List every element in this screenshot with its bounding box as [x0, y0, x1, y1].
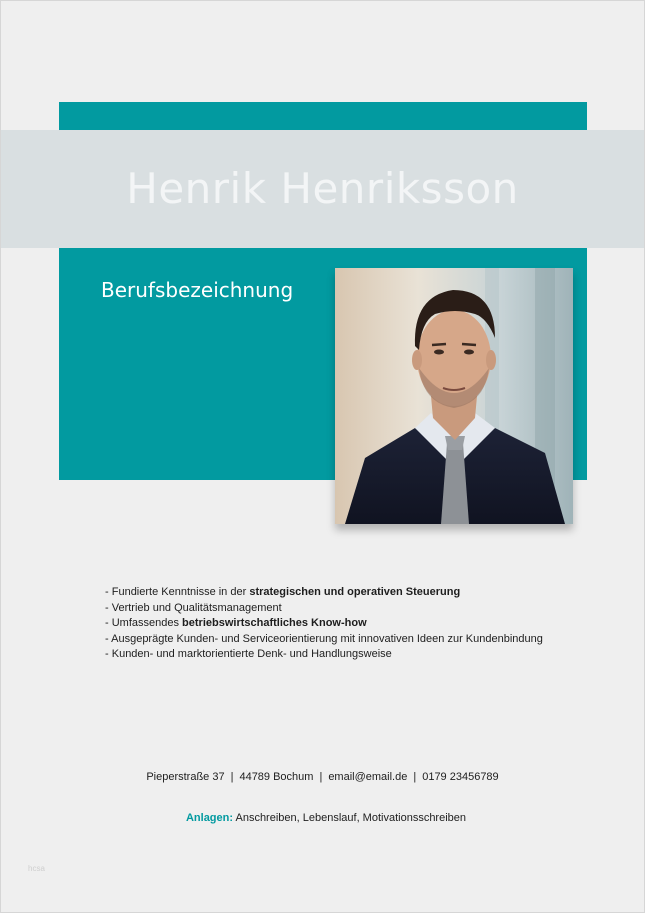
separator: | [413, 771, 417, 783]
separator: | [230, 771, 234, 783]
list-item: - Kunden- und marktorientierte Denk- und Handlungsweise [105, 647, 543, 663]
attachments-label: Anlagen: [185, 812, 234, 824]
phone-number: 0179 23456789 [422, 771, 499, 783]
job-title: Berufsbezeichnung [101, 278, 294, 302]
address-city: 44789 Bochum [239, 771, 314, 783]
candidate-name: Henrik Henriksson [126, 163, 519, 213]
name-band [1, 130, 644, 248]
email-address[interactable]: email@email.de [328, 771, 408, 783]
watermark: hcsa [28, 864, 45, 873]
attachments-text: Anschreiben, Lebenslauf, Motivationsschreiben [235, 812, 467, 824]
attachments-line [0, 812, 645, 824]
portrait-photo [335, 268, 573, 524]
accent-bar-top [59, 102, 587, 130]
list-item: - Vertrieb und Qualitätsmanagement [105, 601, 543, 617]
qualifications-list [105, 585, 543, 663]
contact-line [0, 771, 645, 783]
list-item: - Fundierte Kenntnisse in der strategischen und operativen Steuerung [105, 585, 543, 601]
list-item: - Ausgeprägte Kunden- und Serviceorientierung mit innovativen Ideen zur Kundenbindung [105, 632, 543, 648]
list-item: - Umfassendes betriebswirtschaftliches Know-how [105, 616, 543, 632]
separator: | [319, 771, 323, 783]
address-street: Pieperstraße 37 [146, 771, 225, 783]
